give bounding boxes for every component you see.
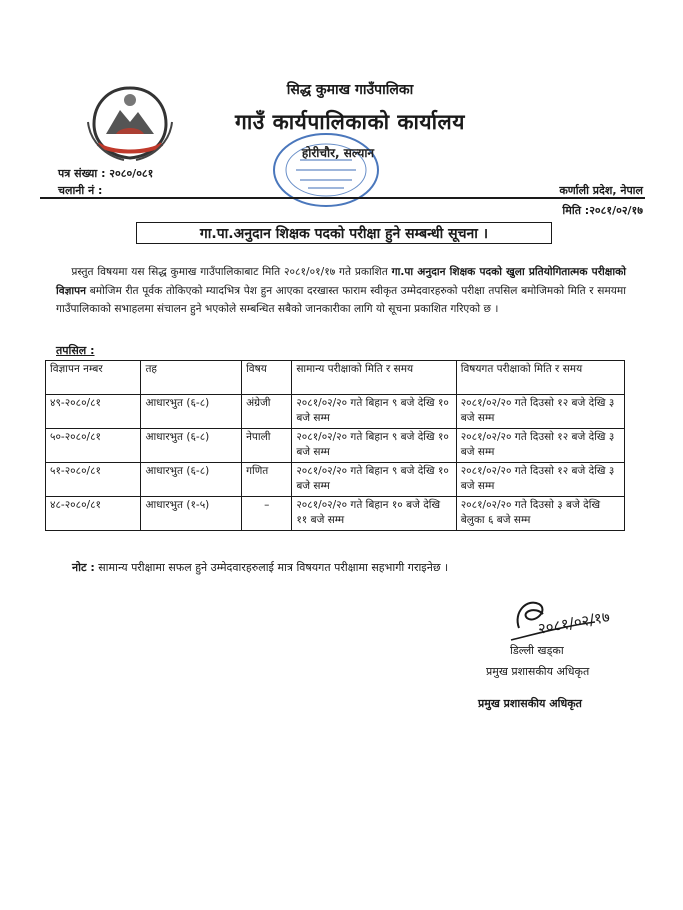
signer-title-repeat: प्रमुख प्रशासकीय अधिकृत — [478, 697, 582, 710]
header-divider — [40, 197, 645, 199]
cell-general-exam: २०८१/०२/२० गते बिहान १० बजे देखि ११ बजे सम्म — [292, 497, 456, 531]
cell-advert-no: ४८-२०८०/८१ — [46, 497, 141, 531]
schedule-label: तपसिल : — [56, 344, 95, 357]
nepal-emblem-logo — [80, 82, 180, 164]
signature-date: २०८१/०२/१७ — [536, 607, 612, 638]
header-level: तह — [141, 361, 242, 395]
handwritten-signature — [505, 588, 665, 648]
header-general-exam: सामान्य परीक्षाको मिति र समय — [292, 361, 456, 395]
cell-subject-exam: २०८१/०२/२० गते दिउसो १२ बजे देखि ३ बजे सम्म — [456, 463, 624, 497]
reference-number: पत्र संख्या : २०८०/०८१ — [58, 167, 154, 180]
cell-advert-no: ४९-२०८०/८१ — [46, 395, 141, 429]
header-subject-exam: विषयगत परीक्षाको मिति र समय — [456, 361, 624, 395]
cell-advert-no: ५०-२०८०/८१ — [46, 429, 141, 463]
signer-name: डिल्ली खड्का — [510, 644, 564, 657]
header-subject: विषय — [242, 361, 292, 395]
dispatch-number: चलानी नं : — [58, 184, 103, 197]
cell-general-exam: २०८१/०२/२० गते बिहान ९ बजे देखि १० बजे सम्म — [292, 395, 456, 429]
table-row — [46, 429, 625, 463]
cell-subject-exam: २०८१/०२/२० गते दिउसो १२ बजे देखि ३ बजे सम्म — [456, 429, 624, 463]
table-row — [46, 497, 625, 531]
notice-note — [72, 560, 448, 575]
cell-advert-no: ५१-२०८०/८१ — [46, 463, 141, 497]
notice-subject: गा.पा.अनुदान शिक्षक पदको परीक्षा हुने सम्बन्धी सूचना । — [136, 222, 552, 244]
note-text: सामान्य परीक्षामा सफल हुने उम्मेदवारहरुलाई मात्र विषयगत परीक्षामा सहभागी गराइनेछ । — [94, 561, 449, 574]
cell-level: आधारभुत (६-८) — [141, 395, 242, 429]
signer-title: प्रमुख प्रशासकीय अधिकृत — [486, 665, 590, 678]
cell-level: आधारभुत (६-८) — [141, 463, 242, 497]
cell-subject: गणित — [242, 463, 292, 497]
cell-subject-exam: २०८१/०२/२० गते दिउसो ३ बजे देखि बेलुका ६ बजे सम्म — [456, 497, 624, 531]
header-advert-no: विज्ञापन नम्बर — [46, 361, 141, 395]
table-row — [46, 463, 625, 497]
cell-subject: – — [242, 497, 292, 531]
exam-schedule-table — [45, 360, 625, 531]
cell-general-exam: २०८१/०२/२० गते बिहान ९ बजे देखि १० बजे सम्म — [292, 463, 456, 497]
note-label: नोट : — [72, 561, 95, 574]
cell-level: आधारभुत (६-८) — [141, 429, 242, 463]
cell-subject: नेपाली — [242, 429, 292, 463]
body-part-1: प्रस्तुत विषयमा यस सिद्ध कुमाख गाउँपालिकाबाट मिति २०८१/०१/१७ गते प्रकाशित — [71, 266, 392, 278]
province-name: कर्णाली प्रदेश, नेपाल — [559, 184, 643, 197]
table-header-row — [46, 361, 625, 395]
office-name: गाउँ कार्यपालिकाको कार्यालय — [235, 110, 465, 134]
body-bold-advert: गा.पा अनुदान शिक्षक पदको खुला प्रतियोगितात्मक परीक्षाको विज्ञापन — [56, 266, 626, 297]
notice-body — [56, 263, 626, 319]
org-name: सिद्ध कुमाख गाउँपालिका — [286, 82, 414, 98]
table-row — [46, 395, 625, 429]
office-location: होरीचौर, सल्यान — [301, 146, 375, 160]
cell-level: आधारभुत (१-५) — [141, 497, 242, 531]
cell-general-exam: २०८१/०२/२० गते बिहान ९ बजे देखि १० बजे सम्म — [292, 429, 456, 463]
cell-subject-exam: २०८१/०२/२० गते दिउसो १२ बजे देखि ३ बजे सम्म — [456, 395, 624, 429]
notice-date: मिति :२०८१/०२/१७ — [562, 204, 643, 217]
cell-subject: अंग्रेजी — [242, 395, 292, 429]
body-part-2: बमोजिम रीत पूर्वक तोकिएको म्यादभित्र पेश हुन आएका दरखास्त फाराम स्वीकृत उम्मेदवारहरुको परीक्षा तपसिल बमोजिमको मिति र समयमा गाउँपालिकाको सभाहलमा संचालन हुने भएकोले सम्बन्धित सबैको जानकारीका लागि यो सूचना प्रकाशित गरिएको छ । — [56, 284, 626, 315]
